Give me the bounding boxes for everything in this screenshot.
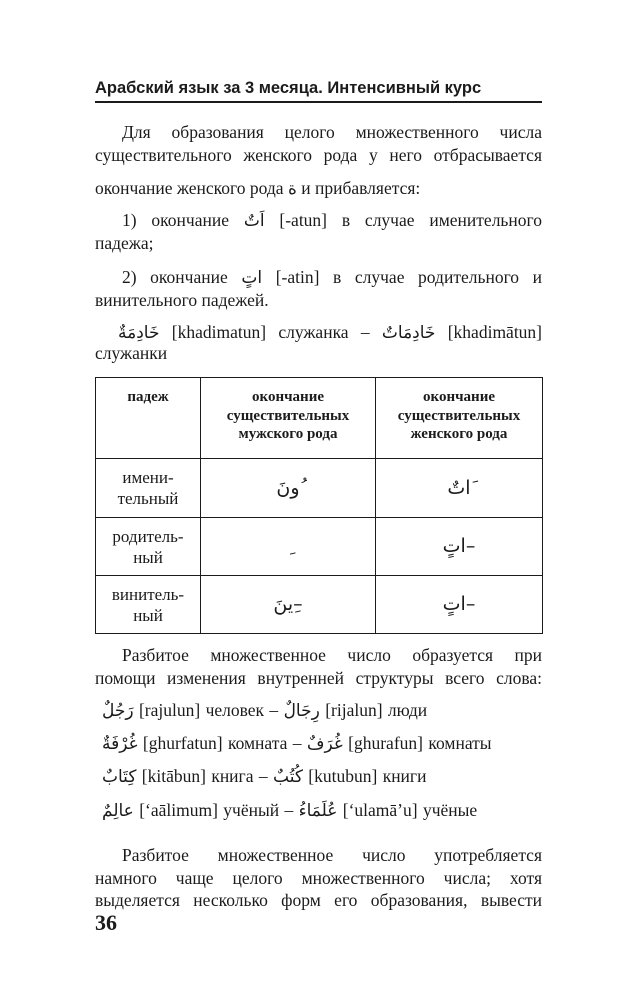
broken-line-2: помощи изменения внутренней структуры всего слова:: [95, 668, 542, 688]
rule2-line: [95, 266, 542, 289]
endings-table: [95, 377, 543, 634]
intro-line-3-text: окончание женского рода: [95, 178, 284, 198]
example-text: [kitābun] книга –: [141, 766, 268, 786]
masculine-ending: –ِينَ: [273, 593, 303, 615]
header-line: женского рода: [410, 426, 508, 442]
header-case: [96, 378, 201, 459]
closing-line-1: Разбитое множественное число употребляется: [122, 845, 542, 865]
example-arabic: رَجُلٌ: [102, 701, 134, 721]
header-line: существительных: [397, 407, 521, 424]
example-arabic-singular: خَادِمَةٌ: [118, 323, 160, 343]
example-plural-meaning: служанки: [95, 343, 168, 363]
example-text: [ghurfatun] комната –: [142, 733, 302, 753]
case-line: ный: [133, 605, 163, 625]
example-row: [95, 799, 542, 822]
table-row: [96, 459, 543, 518]
example-singular-text: [khadimatun] служанка –: [171, 322, 370, 342]
intro-line-1: Для образования целого множественного числа: [122, 122, 542, 142]
header-line: окончание: [423, 389, 495, 405]
case-line: тельный: [117, 489, 179, 508]
example-row: [95, 699, 542, 722]
masculine-ending-cell: [201, 459, 376, 518]
example-arabic: عالِمٌ: [102, 801, 134, 821]
header-line: падеж: [127, 389, 169, 405]
example-row: [95, 732, 542, 755]
case-line: винитель-: [111, 584, 185, 604]
masculine-ending-cell: [201, 518, 376, 576]
rule1-line: [95, 209, 542, 232]
rule2-continuation: винительного падежей.: [95, 290, 269, 310]
example-row: [95, 765, 542, 788]
closing-line-3: выделяется несколько форм его образования, вывести: [95, 890, 542, 910]
header-rule: [95, 101, 542, 103]
table-header-row: [96, 378, 543, 459]
feminine-ending-cell: [376, 576, 543, 634]
example-arabic: عُلَمَاءُ: [298, 801, 338, 821]
rule2-text: [-atin] в случае родительного и: [275, 267, 542, 287]
rule1-continuation: падежа;: [95, 233, 154, 253]
masculine-ending: ُونَ: [276, 476, 300, 499]
feminine-ending: –اتٍ: [442, 535, 476, 557]
rule1-text: [-atun] в случае именительного: [279, 210, 542, 230]
case-cell: [96, 459, 201, 518]
example-arabic: كِتَابٌ: [102, 767, 137, 787]
example-arabic: غُرْفَةٌ: [102, 734, 138, 754]
example-arabic-plural: خَادِمَاتٌ: [381, 323, 436, 343]
example-text: [rijalun] люди: [325, 700, 428, 720]
example-text: [rajulun] человек –: [138, 700, 279, 720]
intro-line-3-tail: и прибавляется:: [301, 178, 421, 198]
header-masculine: [201, 378, 376, 459]
feminine-ending: –اتٍ: [442, 593, 476, 615]
rule2-arabic: اتٍ: [241, 268, 263, 288]
case-cell: [96, 518, 201, 576]
case-line: родитель-: [112, 526, 184, 546]
table-row: [96, 576, 543, 634]
header-line: окончание: [252, 389, 324, 405]
masculine-ending-cell: [201, 576, 376, 634]
example-text: [‘aālimum] учёный –: [139, 800, 294, 820]
running-header: Арабский язык за 3 месяца. Интенсивный курс: [95, 79, 482, 97]
rule1-arabic: اَتٌ: [243, 211, 265, 231]
rule1-label: 1) окончание: [122, 210, 229, 230]
example-text: [ghurafun] комнаты: [348, 733, 492, 753]
example-line: [95, 321, 542, 344]
rule2-label: 2) окончание: [122, 267, 228, 287]
arabic-feminine-ending: ة: [287, 179, 297, 199]
header-line: существительных: [226, 407, 350, 424]
example-arabic: رِجَالٌ: [283, 701, 320, 721]
example-arabic: كُتُبٌ: [273, 767, 303, 787]
closing-line-2: намного чаще целого множественного числа; хотя: [95, 868, 542, 888]
feminine-ending-cell: [376, 459, 543, 518]
feminine-ending-cell: [376, 518, 543, 576]
example-text: [‘ulamā’u] учёные: [342, 800, 478, 820]
table-row: [96, 518, 543, 576]
intro-line-2: существительного женского рода у него отбрасывается: [95, 145, 542, 165]
example-text: [kutubun] книги: [308, 766, 427, 786]
header-feminine: [376, 378, 543, 459]
example-arabic: غُرَفٌ: [306, 734, 343, 754]
example-plural-translit: [khadimātun]: [447, 322, 542, 342]
page-number: 36: [95, 910, 117, 935]
intro-line-3: [95, 177, 542, 200]
case-line: ный: [133, 547, 163, 567]
case-cell: [96, 576, 201, 634]
broken-line-1: Разбитое множественное число образуется при: [122, 645, 542, 665]
header-line: мужского рода: [238, 426, 338, 442]
feminine-ending: َاتٌ: [447, 476, 471, 499]
case-line: имени-: [122, 468, 174, 487]
